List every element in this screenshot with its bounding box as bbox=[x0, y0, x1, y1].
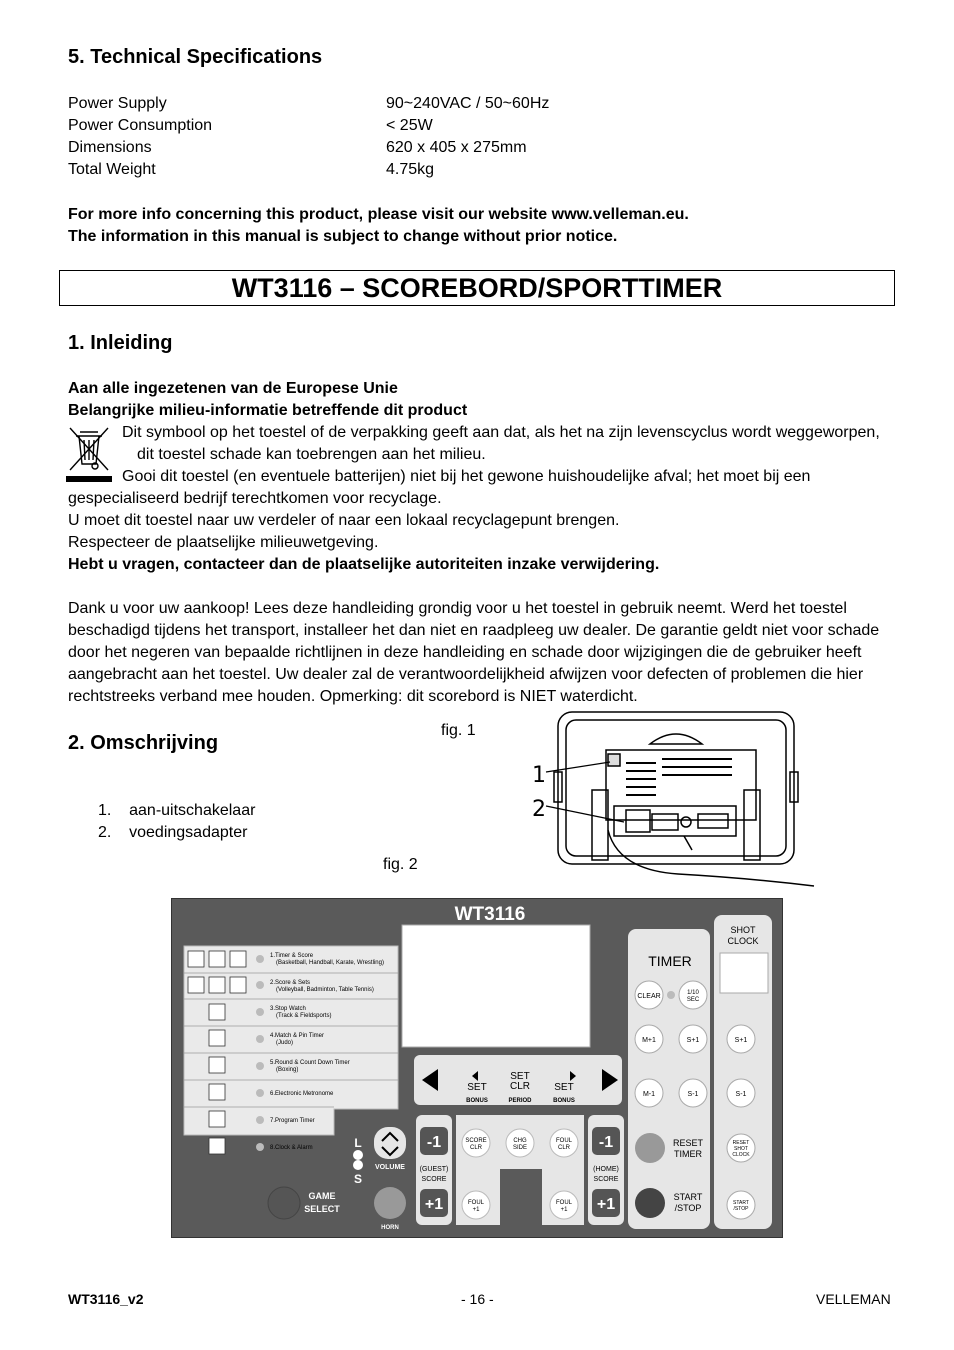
guest-minus-button[interactable]: -1 bbox=[426, 1134, 442, 1151]
svg-text:+1: +1 bbox=[472, 1207, 480, 1213]
intro-heading: 1. Inleiding bbox=[68, 332, 173, 354]
svg-text:SEC: SEC bbox=[686, 997, 700, 1003]
s-plus-label: S+1 bbox=[686, 1037, 700, 1044]
svg-text:SCORE: SCORE bbox=[465, 1138, 487, 1144]
game-select-label: SELECT bbox=[304, 1204, 340, 1214]
start-stop-button[interactable] bbox=[635, 1188, 665, 1218]
guest-plus-button[interactable]: +1 bbox=[424, 1196, 444, 1213]
thanks-text: aangebracht aan het toestel. Uw dealer zal de verantwoordelijkheid afwijzen voor defecten of problemen die hier bbox=[68, 666, 864, 683]
svg-text:CLR: CLR bbox=[469, 1145, 483, 1151]
svg-text:START: START bbox=[673, 1192, 703, 1202]
svg-text:1/10: 1/10 bbox=[687, 990, 699, 996]
s-label: S bbox=[353, 1172, 363, 1186]
clear-label: CLEAR bbox=[637, 993, 661, 1000]
weee-text: Gooi dit toestel (en eventuele batterijen) niet bij het gewone huishoudelijke afval; het moet bij een bbox=[122, 468, 811, 485]
mode-label: 2.Score & Sets bbox=[270, 980, 311, 986]
svg-text:SHOT: SHOT bbox=[734, 1146, 748, 1152]
spec-value: < 25W bbox=[386, 117, 433, 134]
info-line: The information in this manual is subject to change without prior notice. bbox=[68, 228, 618, 245]
weee-text: U moet dit toestel naar uw verdeler of naar een lokaal recyclagepunt brengen. bbox=[68, 512, 620, 529]
svg-text:START: START bbox=[733, 1200, 749, 1206]
mode-sub: (Volleyball, Badminton, Table Tennis) bbox=[276, 987, 374, 993]
mode-label: 6.Electronic Metronome bbox=[270, 1091, 334, 1097]
mode-label: 3.Stop Watch bbox=[270, 1006, 306, 1012]
footer-model: WT3116_v2 bbox=[68, 1291, 144, 1307]
horn-button[interactable] bbox=[374, 1187, 406, 1219]
set-clr-button[interactable]: SET bbox=[510, 1071, 530, 1082]
volume-label: VOLUME bbox=[375, 1164, 405, 1171]
thanks-text: rechtstreeks verband mee houden. Opmerking: dit scorebord is NIET waterdicht. bbox=[68, 688, 638, 705]
page-number: - 16 - bbox=[461, 1291, 494, 1307]
svg-text:FOUL: FOUL bbox=[555, 1200, 573, 1206]
s-minus-label: S-1 bbox=[687, 1091, 699, 1098]
svg-text:+1: +1 bbox=[560, 1207, 568, 1213]
timer-title: TIMER bbox=[648, 953, 692, 969]
home-plus-button[interactable]: +1 bbox=[596, 1196, 616, 1213]
svg-text:CHG: CHG bbox=[513, 1138, 527, 1144]
svg-text:GAME: GAME bbox=[308, 1191, 336, 1201]
spec-value: 4.75kg bbox=[386, 161, 435, 178]
horn-label: HORN bbox=[381, 1225, 399, 1231]
svg-text:/STOP: /STOP bbox=[733, 1206, 749, 1212]
mode-label: 5.Round & Count Down Timer bbox=[270, 1060, 350, 1066]
desc-item-label: voedingsadapter bbox=[129, 824, 248, 841]
main-display bbox=[402, 925, 590, 1047]
thanks-text: beschadigd tijdens het transport, installeer het dan niet en raadpleeg uw dealer. De garantie geldt niet voor schade bbox=[68, 622, 880, 639]
mode-label: 7.Program Timer bbox=[270, 1118, 315, 1124]
mode-sub: (Judo) bbox=[276, 1040, 294, 1046]
set-bonus-right[interactable]: SET bbox=[554, 1082, 574, 1093]
guest-score-label: SCORE bbox=[421, 1176, 447, 1183]
svg-text:TIMER: TIMER bbox=[674, 1149, 702, 1159]
svg-text:RESET: RESET bbox=[672, 1138, 704, 1148]
m-plus-label: M+1 bbox=[642, 1037, 656, 1044]
mode-label: 4.Match & Pin Timer bbox=[270, 1033, 325, 1039]
svg-text:FOUL: FOUL bbox=[467, 1200, 485, 1206]
reset-timer-button[interactable] bbox=[635, 1133, 665, 1163]
device-back-figure bbox=[528, 710, 816, 888]
home-minus-button[interactable]: -1 bbox=[598, 1134, 614, 1151]
spec-label: Total Weight bbox=[68, 161, 156, 178]
svg-text:FOUL: FOUL bbox=[555, 1138, 573, 1144]
shot-s-minus-label: S-1 bbox=[735, 1091, 747, 1098]
svg-text:(GUEST): (GUEST) bbox=[419, 1166, 449, 1173]
thanks-text: Dank u voor uw aankoop! Lees deze handleiding grondig voor u het toestel in gebruik neemt. Werd het toestel bbox=[68, 600, 847, 617]
svg-text:(HOME): (HOME) bbox=[593, 1166, 619, 1173]
spec-value: 620 x 405 x 275mm bbox=[386, 139, 527, 156]
callout-2: 2 bbox=[532, 797, 546, 822]
mode-label: 1.Timer & Score bbox=[270, 953, 314, 959]
info-line: For more info concerning this product, please visit our website www.velleman.eu. bbox=[68, 206, 689, 223]
shot-clock-title: CLOCK bbox=[727, 936, 759, 946]
weee-text: gespecialiseerd bedrijf terechtkomen voor recyclage. bbox=[68, 490, 442, 507]
home-score-label: SCORE bbox=[593, 1176, 619, 1183]
weee-text: dit toestel schade kan toebrengen aan het milieu. bbox=[137, 446, 486, 463]
set-bonus-left[interactable]: SET bbox=[467, 1082, 487, 1093]
control-panel bbox=[171, 898, 783, 1238]
fig1-label: fig. 1 bbox=[441, 722, 476, 739]
game-select-button[interactable] bbox=[268, 1187, 300, 1219]
weee-text: Respecteer de plaatselijke milieuwetgeving. bbox=[68, 534, 379, 551]
spec-value: 90~240VAC / 50~60Hz bbox=[386, 95, 550, 112]
svg-text:RESET: RESET bbox=[732, 1140, 750, 1146]
weee-contact: Hebt u vragen, contacteer dan de plaatselijke autoriteiten inzake verwijdering. bbox=[68, 556, 660, 573]
footer-brand: VELLEMAN bbox=[816, 1291, 891, 1307]
spec-label: Power Supply bbox=[68, 95, 167, 112]
svg-text:/STOP: /STOP bbox=[674, 1203, 702, 1213]
mode-sub: (Track & Fieldsports) bbox=[276, 1013, 332, 1019]
spec-label: Power Consumption bbox=[68, 117, 213, 134]
l-label: L bbox=[354, 1136, 362, 1150]
shot-clock-display bbox=[720, 953, 768, 993]
intro-subheading: Aan alle ingezetenen van de Europese Unie bbox=[68, 380, 398, 397]
m-minus-label: M-1 bbox=[642, 1091, 656, 1098]
desc-heading: 2. Omschrijving bbox=[68, 732, 219, 754]
desc-item-label: aan-uitschakelaar bbox=[129, 802, 256, 819]
desc-item: 1. aan-uitschakelaar bbox=[98, 802, 256, 819]
fig2-label: fig. 2 bbox=[383, 856, 418, 873]
svg-text:CLOCK: CLOCK bbox=[732, 1152, 750, 1158]
weee-text: Dit symbool op het toestel of de verpakking geeft aan dat, als het na zijn levenscyclus wordt weggeworpen, bbox=[122, 424, 880, 441]
period-label: PERIOD bbox=[508, 1098, 532, 1104]
shot-s-plus-label: S+1 bbox=[734, 1037, 748, 1044]
mode-sub: (Boxing) bbox=[276, 1067, 299, 1073]
thanks-text: door het negeren van bepaalde richtlijnen in deze handleiding en schade door wijzigingen die de gebruiker heeft bbox=[68, 644, 862, 661]
desc-item: 2. voedingsadapter bbox=[98, 824, 248, 841]
set-clr-button-line2: CLR bbox=[509, 1081, 531, 1092]
svg-text:SIDE: SIDE bbox=[512, 1145, 528, 1151]
svg-text:CLR: CLR bbox=[557, 1145, 571, 1151]
callout-1: 1 bbox=[532, 763, 546, 788]
spec-label: Dimensions bbox=[68, 139, 152, 156]
panel-model: WT3116 bbox=[454, 904, 526, 925]
mode-sub: (Basketball, Handball, Karate, Wrestling) bbox=[276, 960, 384, 966]
svg-text:SHOT: SHOT bbox=[730, 925, 756, 935]
specs-heading: 5. Technical Specifications bbox=[68, 46, 323, 68]
document-title: WT3116 – SCOREBORD/SPORTTIMER bbox=[59, 270, 895, 306]
weee-bin-icon bbox=[66, 424, 112, 484]
mode-label: 8.Clock & Alarm bbox=[270, 1145, 313, 1151]
bonus-left-label: BONUS bbox=[466, 1098, 488, 1104]
intro-subheading: Belangrijke milieu-informatie betreffende dit product bbox=[68, 402, 468, 419]
bonus-right-label: BONUS bbox=[553, 1098, 575, 1104]
